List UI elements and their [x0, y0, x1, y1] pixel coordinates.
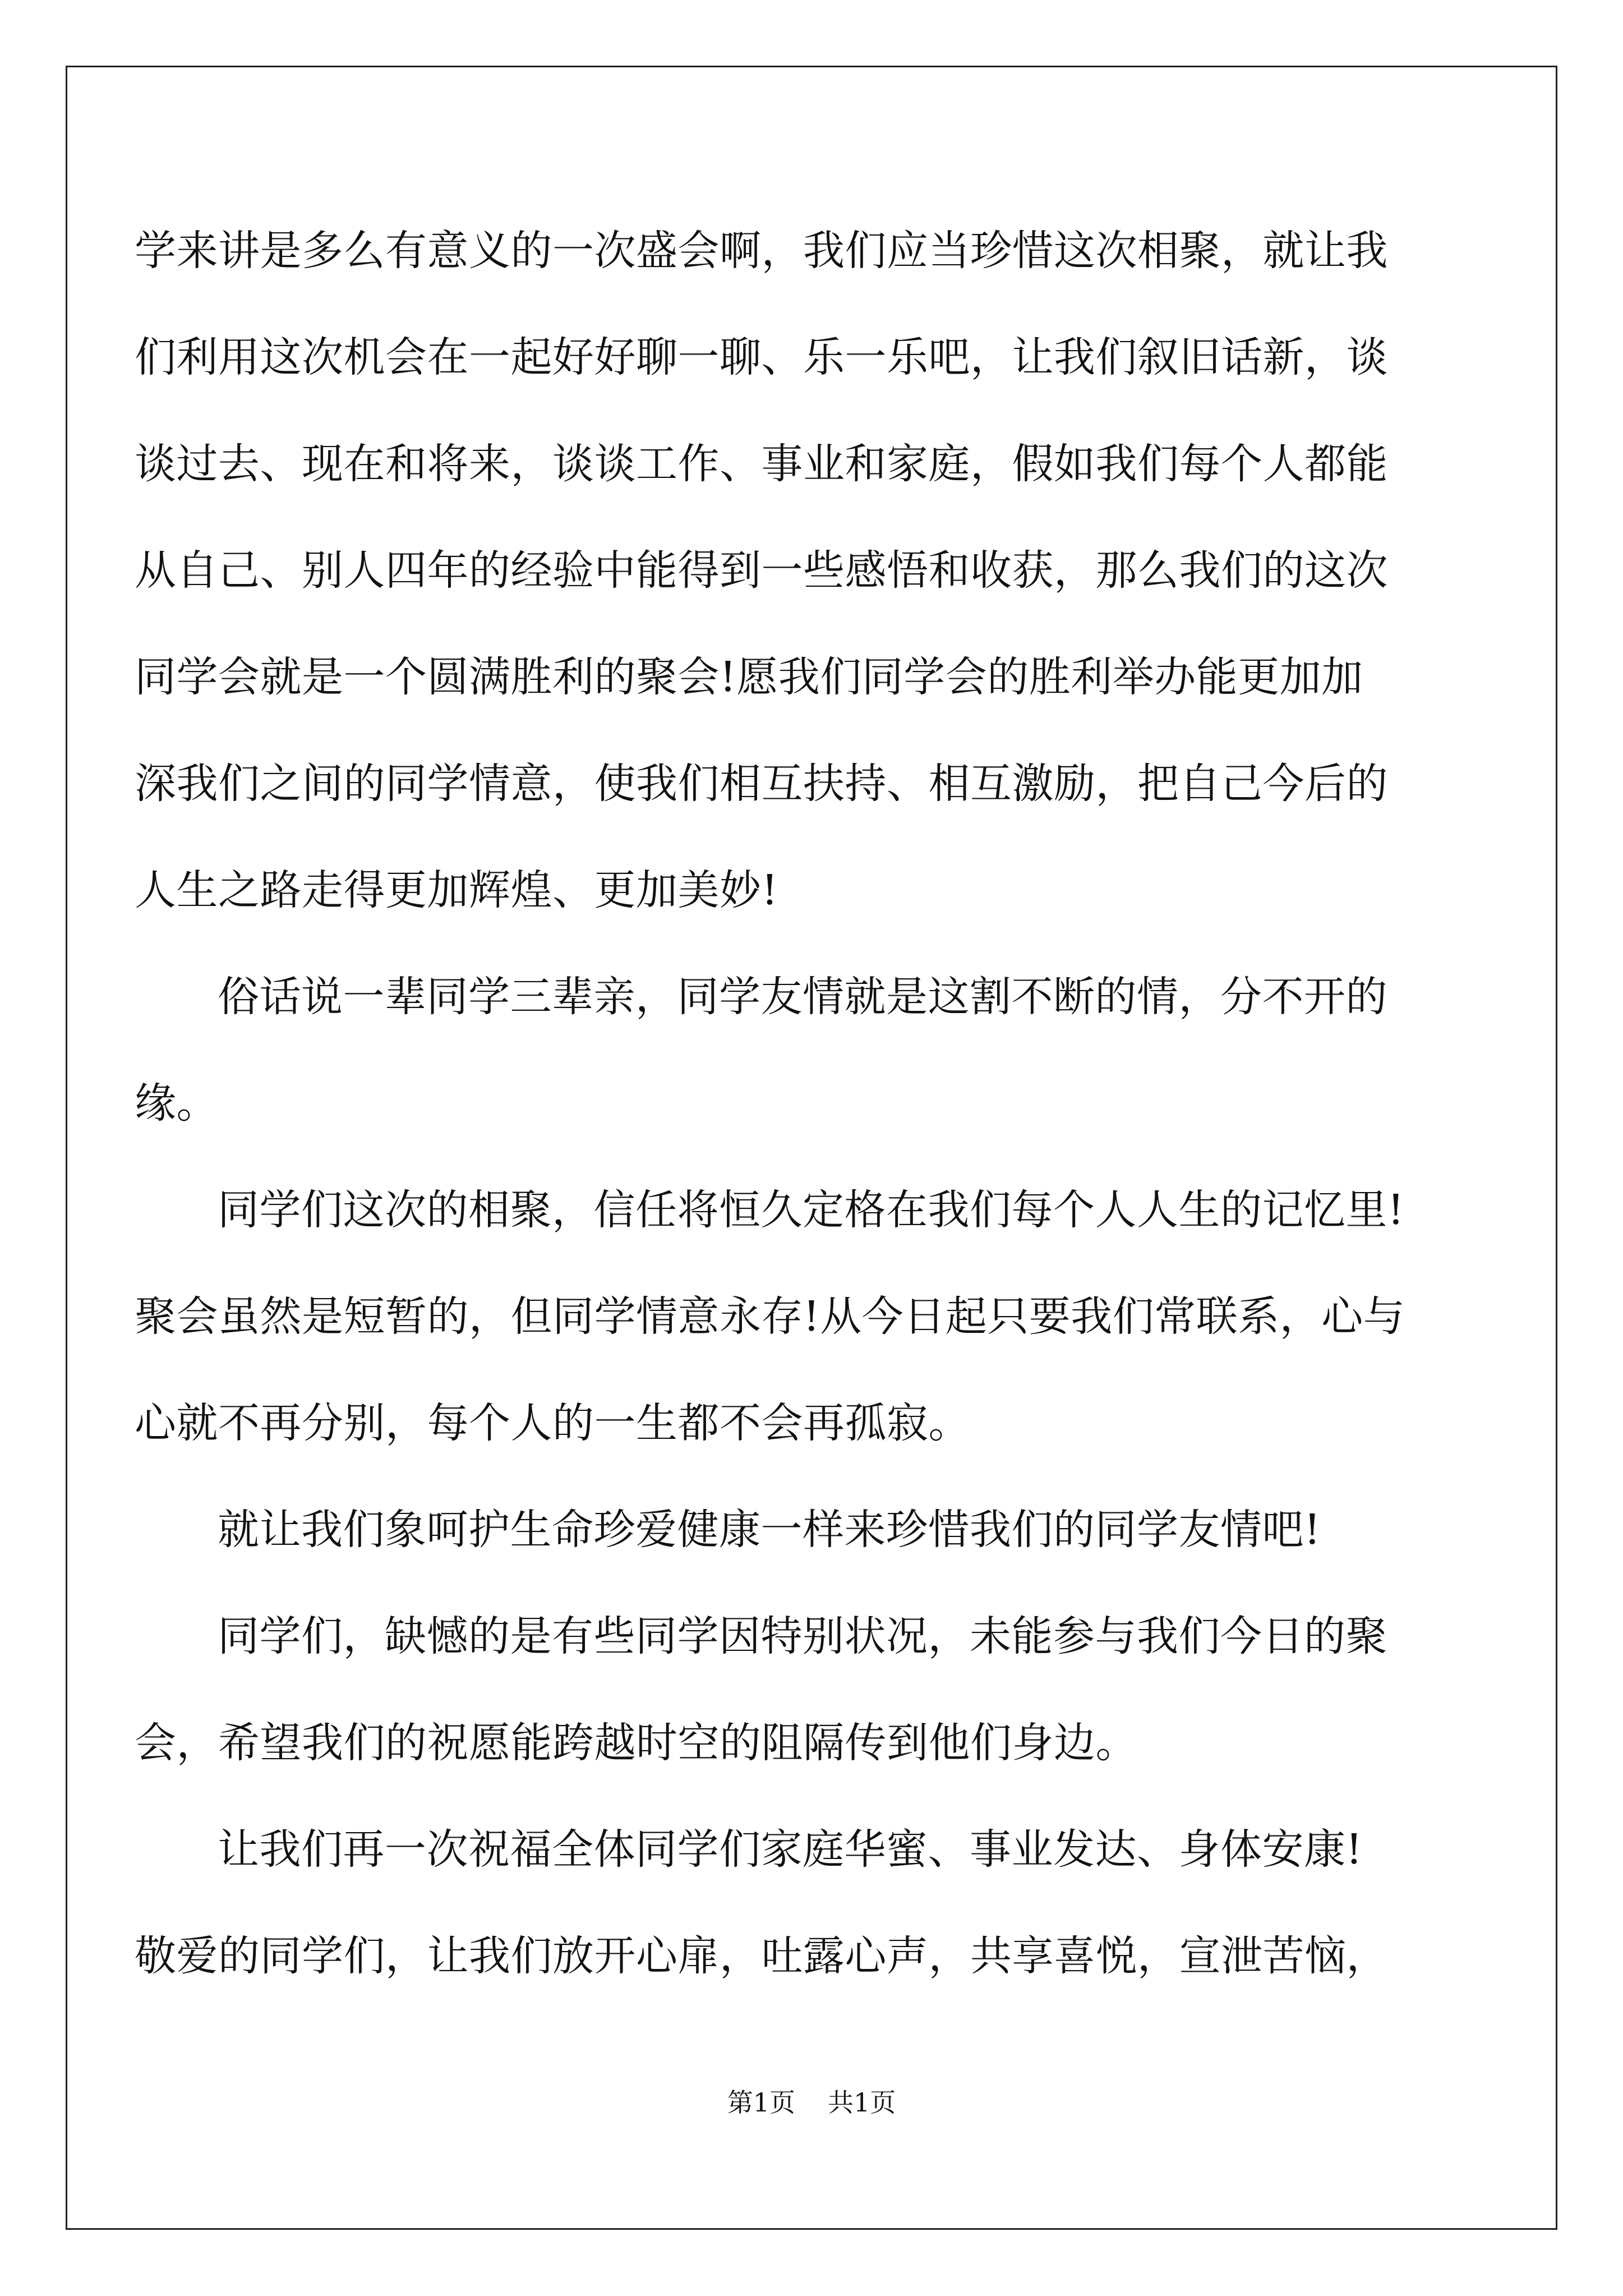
- document-body: [135, 197, 1447, 2009]
- text-line: 会，希望我们的祝愿能跨越时空的阻隔传到他们身边。: [135, 1719, 1137, 1767]
- text-line: 谈过去、现在和将来，谈谈工作、事业和家庭，假如我们每个人都能: [135, 440, 1388, 488]
- page-number: 第1页: [727, 2087, 795, 2118]
- text-line: 学来讲是多么有意义的一次盛会啊，我们应当珍惜这次相聚，就让我: [135, 227, 1388, 275]
- text-line: 从自己、别人四年的经验中能得到一些感悟和收获，那么我们的这次: [135, 546, 1388, 595]
- page-footer: [0, 2086, 1623, 2119]
- page-total: 共1页: [828, 2087, 896, 2118]
- text-line: 缘。: [135, 1079, 218, 1128]
- text-line: 同学们，缺憾的是有些同学因特别状况，未能参与我们今日的聚: [218, 1612, 1387, 1660]
- text-line: 人生之路走得更加辉煌、更加美妙!: [135, 866, 778, 914]
- text-line: 深我们之间的同学情意，使我们相互扶持、相互激励，把自己今后的: [135, 760, 1388, 808]
- text-line: 让我们再一次祝福全体同学们家庭华蜜、事业发达、身体安康!: [218, 1825, 1363, 1874]
- text-line: 俗话说一辈同学三辈亲，同学友情就是这割不断的情，分不开的: [218, 973, 1387, 1021]
- text-line: 聚会虽然是短暂的，但同学情意永存!从今日起只要我们常联系，心与: [135, 1292, 1405, 1341]
- text-line: 敬爱的同学们，让我们放开心扉，吐露心声，共享喜悦，宣泄苦恼，: [135, 1932, 1388, 1980]
- text-line: 同学会就是一个圆满胜利的聚会!愿我们同学会的胜利举办能更加加: [135, 653, 1363, 701]
- text-line: 们利用这次机会在一起好好聊一聊、乐一乐吧，让我们叙旧话新，谈: [135, 333, 1388, 381]
- text-line: 就让我们象呵护生命珍爱健康一样来珍惜我们的同学友情吧!: [218, 1506, 1321, 1554]
- text-line: 心就不再分别，每个人的一生都不会再孤寂。: [135, 1399, 970, 1447]
- text-line: 同学们这次的相聚，信任将恒久定格在我们每个人人生的记忆里!: [218, 1186, 1405, 1234]
